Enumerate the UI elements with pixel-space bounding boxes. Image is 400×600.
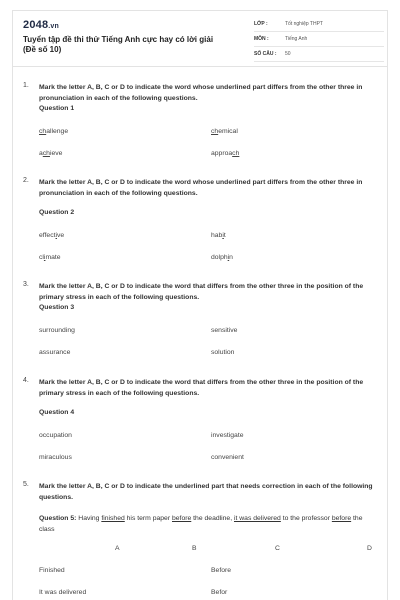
option-b[interactable]: investigate [211, 432, 244, 439]
question-instruction: Mark the letter A, B, C or D to indicate the underlined part that needs correction in each of the following questions. [39, 483, 373, 501]
header [13, 11, 387, 67]
option-c[interactable]: assurance [39, 349, 71, 356]
option-d[interactable]: Befor [211, 589, 228, 596]
letter-d: D [367, 545, 372, 552]
question-number: 1. [23, 82, 29, 89]
meta-value: 50 [285, 51, 291, 57]
option-d[interactable]: approach [211, 150, 240, 157]
question-number: 3. [23, 281, 29, 288]
document-title: Tuyển tập đề thi thử Tiếng Anh cực hay có lời giải (Đề số 10) [23, 35, 214, 54]
logo-text: 2048 [23, 19, 49, 31]
option-b[interactable]: sensitive [211, 327, 238, 334]
meta-key: MÔN : [254, 36, 269, 42]
option-a[interactable]: surrounding [39, 327, 75, 334]
question-label: Question 3 [39, 304, 75, 311]
meta-row-class [254, 17, 384, 32]
option-a[interactable]: challenge [39, 128, 69, 135]
letter-b: B [192, 545, 197, 552]
question-instruction: Mark the letter A, B, C or D to indicate the word whose underlined part differs from the other three in pronunciation in each of the following questions. [39, 179, 363, 197]
question-label: Question 2 [39, 209, 75, 216]
option-c[interactable]: achieve [39, 150, 63, 157]
meta-row-count [254, 47, 384, 62]
meta-key: SỐ CÂU : [254, 51, 277, 57]
question-label: Question 4 [39, 409, 75, 416]
question-sentence: Question 5: Having finished his term paper before the deadline, it was delivered to the professor before the class [39, 515, 363, 533]
meta-value: Tốt nghiệp THPT [285, 21, 323, 27]
option-b[interactable]: habit [211, 232, 226, 239]
meta-table [254, 17, 384, 62]
letter-c: C [275, 545, 280, 552]
meta-value: Tiếng Anh [285, 36, 308, 42]
option-a[interactable]: Finished [39, 567, 65, 574]
logo-suffix: .vn [48, 23, 59, 30]
option-c[interactable]: climate [39, 254, 61, 261]
meta-row-subject [254, 32, 384, 47]
question-number: 4. [23, 377, 29, 384]
option-d[interactable]: convenient [211, 454, 244, 461]
question-instruction: Mark the letter A, B, C or D to indicate the word that differs from the other three in the position of the primary stress in each of the following questions. [39, 283, 364, 301]
question-label: Question 1 [39, 105, 75, 112]
letter-a: A [115, 545, 120, 552]
question-instruction: Mark the letter A, B, C or D to indicate the word that differs from the other three in the position of the primary stress in each of the following questions. [39, 379, 364, 397]
question-number: 5. [23, 481, 29, 488]
question-instruction: Mark the letter A, B, C or D to indicate the word whose underlined part differs from the other three in pronunciation in each of the following questions. [39, 84, 363, 102]
option-d[interactable]: solution [211, 349, 235, 356]
option-b[interactable]: chemical [211, 128, 238, 135]
meta-key: LỚP : [254, 21, 268, 27]
question-number: 2. [23, 177, 29, 184]
option-b[interactable]: Before [211, 567, 232, 574]
option-c[interactable]: miraculous [39, 454, 72, 461]
option-d[interactable]: dolphin [211, 254, 233, 261]
exam-sheet [12, 10, 388, 600]
site-logo[interactable] [23, 19, 59, 31]
option-a[interactable]: effective [39, 232, 65, 239]
option-a[interactable]: occupation [39, 432, 72, 439]
option-c[interactable]: It was delivered [39, 589, 87, 596]
